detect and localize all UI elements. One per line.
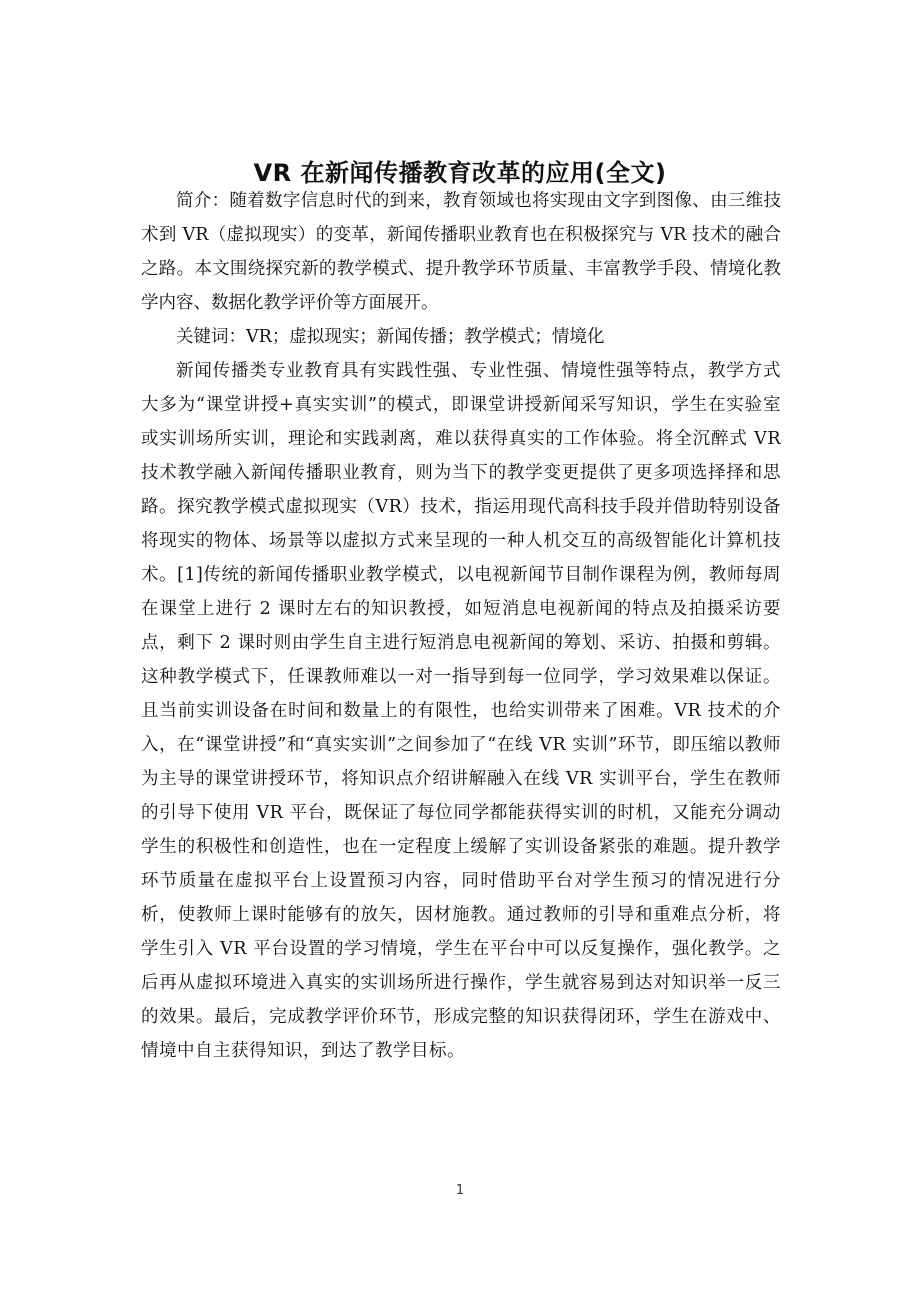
document-title: VR 在新闻传播教育改革的应用(全文) [253,159,667,188]
main-paragraph: 新闻传播类专业教育具有实践性强、专业性强、情境性强等特点，教学方式大多为“课堂讲授+真实实训”的模式，即课堂讲授新闻采写知识，学生在实验室或实训场所实训，理论和实践剥离，难以获得真实的工作体验。将全沉醉式 VR 技术教学融入新闻传播职业教育，则为当下的教学变更提供了更多项选择择和思路。探究教学模式虚拟现实（VR）技术，指运用现代高科技手段并借助特别设备将现实的物体、场景等以虚拟方式来呈现的一种人机交互的高级智能化计算机技术。[1]传统的新闻传播职业教学模式，以电视新闻节目制作课程为例，教师每周在课堂上进行 2 课时左右的知识教授，如短消息电视新闻的特点及拍摄采访要点，剩下 2 课时则由学生自主进行短消息电视新闻的筹划、采访、拍摄和剪辑。这种教学模式下，任课教师难以一对一指导到每一位同学，学习效果难以保证。且当前实训设备在时间和数量上的有限性，也给实训带来了困难。VR 技术的介入，在“课堂讲授”和“真实实训”之间参加了“在线 VR 实训”环节，即压缩以教师为主导的课堂讲授环节，将知识点介绍讲解融入在线 VR 实训平台，学生在教师的引导下使用 VR 平台，既保证了每位同学都能获得实训的时机，又能充分调动学生的积极性和创造性，也在一定程度上缓解了实训设备紧张的难题。提升教学环节质量在虚拟平台上设置预习内容，同时借助平台对学生预习的情况进行分析，使教师上课时能够有的放矢，因材施教。通过教师的引导和重难点分析，将学生引入 VR 平台设置的学习情境，学生在平台中可以反复操作，强化教学。之后再从虚拟环境进入真实的实训场所进行操作，学生就容易到达对知识举一反三的效果。最后，完成教学评价环节，形成完整的知识获得闭环，学生在游戏中、情境中自主获得知识，到达了教学目标。 [141,361,781,1061]
page-number: 1 [455,1183,465,1198]
abstract-paragraph: 简介：随着数字信息时代的到来，教育领域也将实现由文字到图像、由三维技术到 VR（虚拟现实）的变革，新闻传播职业教育也在积极探究与 VR 技术的融合之路。本文围绕探究新的教学模式、提升教学环节质量、丰富教学手段、情境化教学内容、数据化教学评价等方面展开。 [141,191,781,313]
keywords-paragraph: 关键词：VR；虚拟现实；新闻传播；教学模式；情境化 [176,327,605,347]
document-body [141,184,781,1068]
